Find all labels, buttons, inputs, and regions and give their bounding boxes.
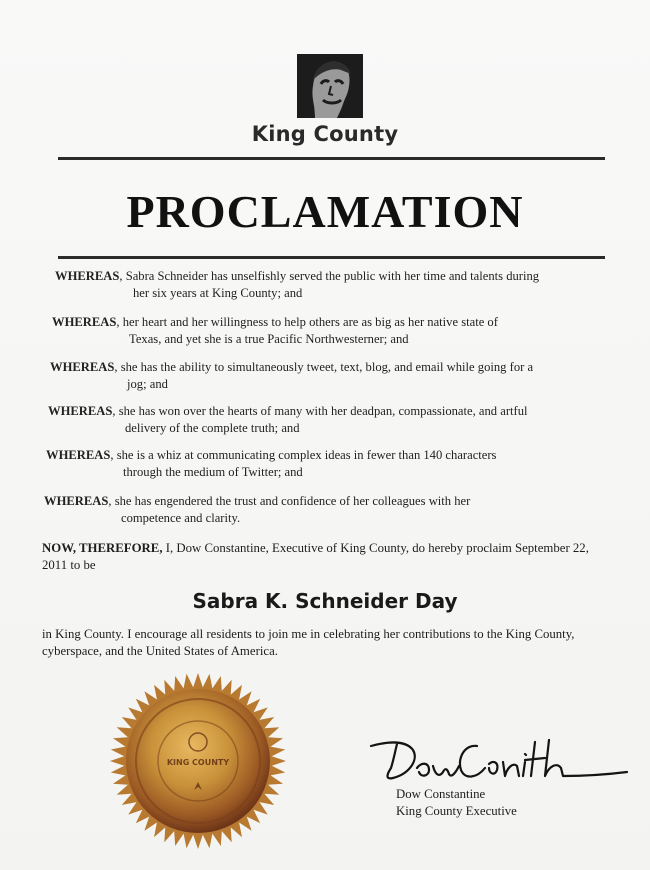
whereas-label: WHEREAS	[50, 360, 115, 374]
top-divider	[58, 157, 605, 160]
proclaimed-day-title: Sabra K. Schneider Day	[192, 589, 458, 613]
svg-text:KING COUNTY: KING COUNTY	[166, 758, 230, 767]
whereas-text: , she has won over the hearts of many with her deadpan, compassionate, and artful	[112, 404, 528, 418]
whereas-clause-3	[50, 359, 600, 393]
now-therefore-label: NOW, THEREFORE,	[42, 541, 163, 555]
king-county-logo-icon	[297, 54, 363, 118]
whereas-label: WHEREAS	[52, 315, 117, 329]
whereas-text: , Sabra Schneider has unselfishly served the public with her time and talents during	[119, 269, 540, 283]
handwritten-signature-icon	[365, 732, 630, 787]
whereas-clause-1	[55, 268, 600, 302]
county-name: King County	[251, 122, 399, 146]
whereas-text: , her heart and her willingness to help others are as big as her native state of	[116, 315, 498, 329]
whereas-clause-4	[48, 403, 598, 437]
proclamation-statement	[42, 540, 602, 574]
whereas-text: , she has engendered the trust and confidence of her colleagues with her	[108, 494, 471, 508]
closing-paragraph: in King County. I encourage all residents to join me in celebrating her contributions to the King County, cyberspace, and the United States of America.	[42, 627, 575, 658]
whereas-text-continued: jog; and	[127, 377, 168, 391]
bottom-divider	[58, 256, 605, 259]
whereas-text-continued: her six years at King County; and	[133, 286, 303, 300]
signer-name: Dow Constantine	[396, 787, 486, 801]
whereas-text-continued: competence and clarity.	[121, 511, 241, 525]
whereas-clause-5	[46, 447, 596, 481]
whereas-text-continued: through the medium of Twitter; and	[123, 465, 303, 479]
whereas-text: , she is a whiz at communicating complex ideas in fewer than 140 characters	[110, 448, 497, 462]
whereas-label: WHEREAS	[48, 404, 113, 418]
whereas-clause-2	[52, 314, 597, 348]
whereas-text-continued: delivery of the complete truth; and	[125, 421, 300, 435]
whereas-text-continued: Texas, and yet she is a true Pacific Northwesterner; and	[129, 332, 409, 346]
whereas-clause-6	[44, 493, 594, 527]
whereas-label: WHEREAS	[46, 448, 111, 462]
whereas-label: WHEREAS	[55, 269, 120, 283]
whereas-text: , she has the ability to simultaneously tweet, text, blog, and email while going for a	[114, 360, 534, 374]
signer-title: King County Executive	[396, 804, 517, 818]
county-seal-icon	[109, 672, 287, 850]
signer-block	[396, 786, 517, 820]
page-title: PROCLAMATION	[126, 186, 524, 237]
proclamation-statement-text: I, Dow Constantine, Executive of King County, do hereby proclaim September 22, 2011 to be	[42, 541, 589, 572]
whereas-label: WHEREAS	[44, 494, 109, 508]
